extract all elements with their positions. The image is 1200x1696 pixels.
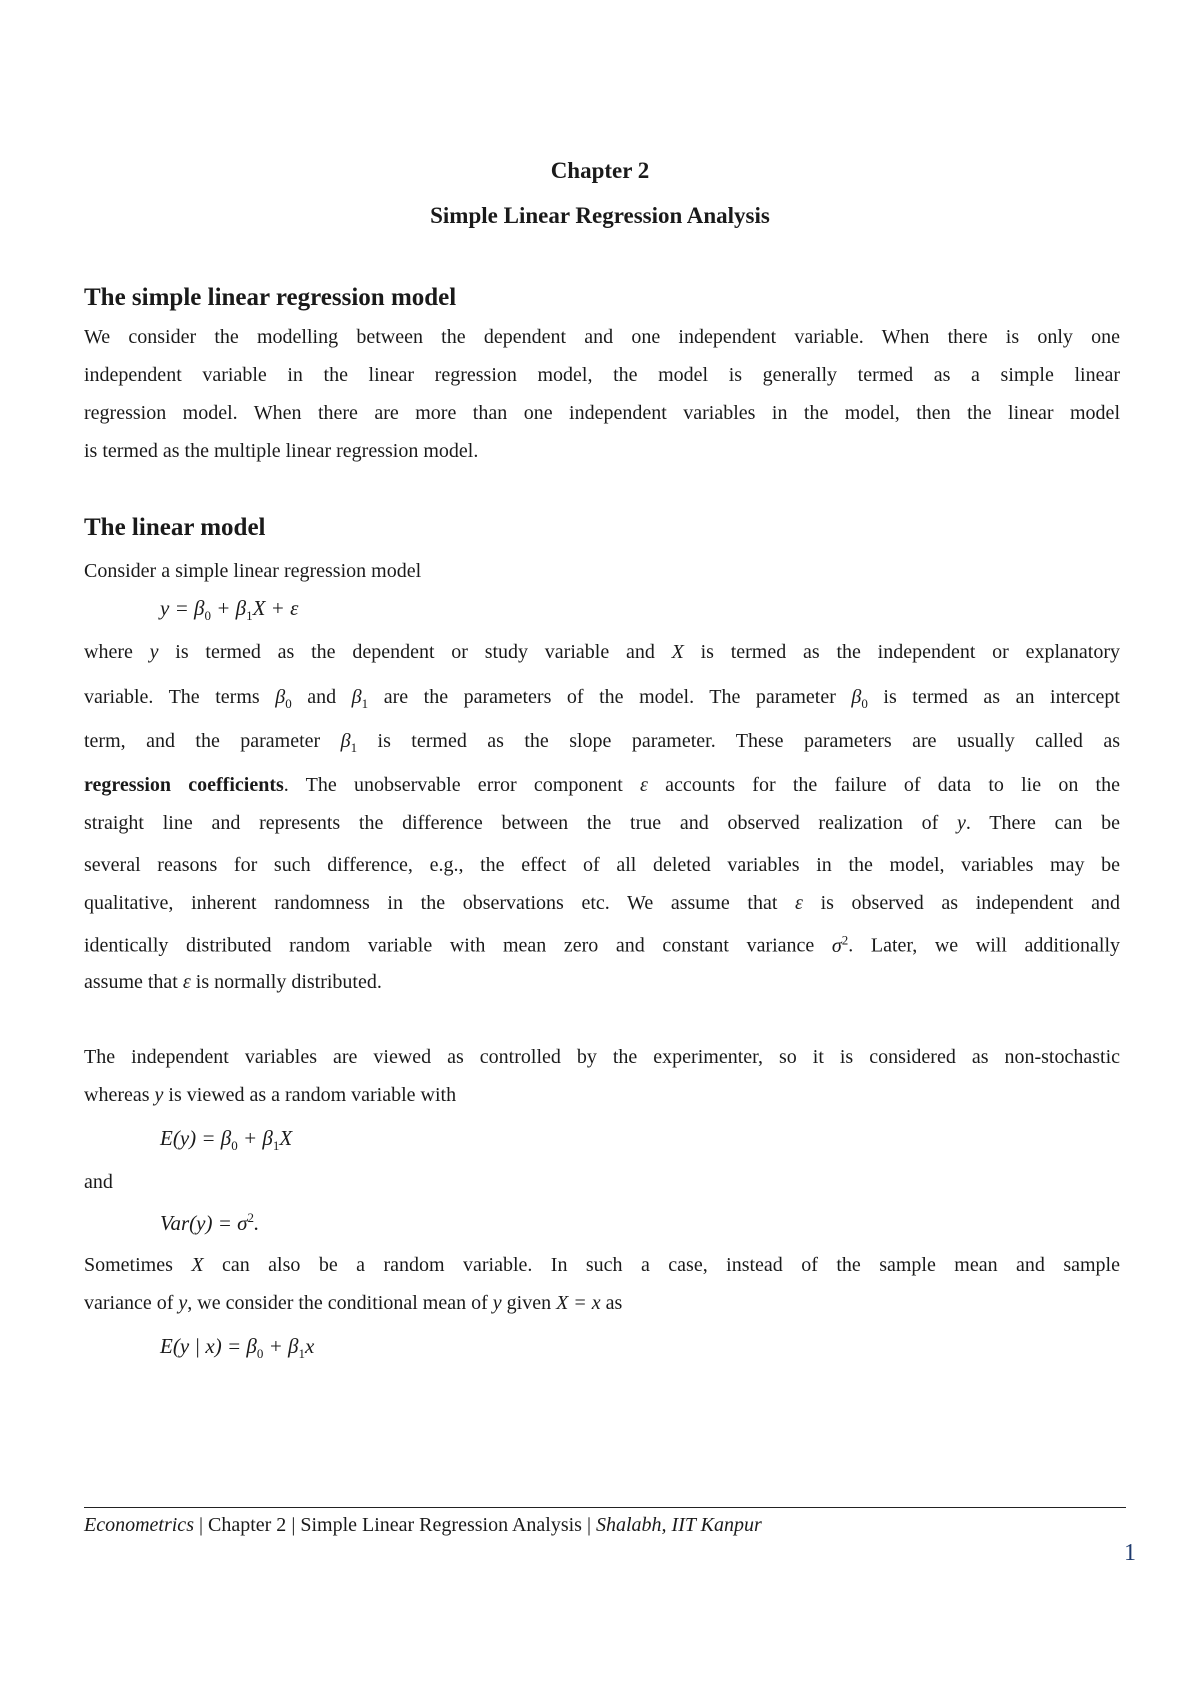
equation-expectation: $E(y) = \beta_0 + \beta_1X$ <box>160 1126 293 1154</box>
paragraph-line: term, and the parameter $\beta_1$ is termed as the slope parameter. These parameters are usually called as <box>84 730 1120 755</box>
paragraph-line: Consider a simple linear regression model <box>84 560 422 582</box>
paragraph-line: variable. The terms $\beta_0$ and $\beta_1$ are the parameters of the model. The parameter $\beta_0$ is termed as an intercept <box>84 686 1120 711</box>
paragraph-line: and <box>84 1171 113 1193</box>
page-number: 1 <box>1124 1540 1136 1566</box>
paragraph-line: several reasons for such difference, e.g., the effect of all deleted variables in the model, variables may be <box>84 854 1120 876</box>
chapter-title: Simple Linear Regression Analysis <box>430 203 770 228</box>
paragraph-line: whereas y is viewed as a random variable with <box>84 1084 457 1106</box>
footer-book: Econometrics <box>84 1514 194 1536</box>
footer-title: Simple Linear Regression Analysis <box>300 1514 582 1536</box>
paragraph-line: qualitative, inherent randomness in the observations etc. We assume that ε is observed as independent and <box>84 892 1120 914</box>
footer-author: Shalabh, IIT Kanpur <box>595 1514 762 1536</box>
paragraph-line: We consider the modelling between the dependent and one independent variable. When there is only one <box>84 326 1120 348</box>
paragraph-line: straight line and represents the difference between the true and observed realization of y. There can be <box>84 812 1120 834</box>
term-regression-coefficients: regression coefficients <box>84 774 284 796</box>
paragraph-line: regression model. When there are more than one independent variables in the model, then the linear model <box>84 402 1120 424</box>
paragraph-line: identically distributed random variable with mean zero and constant variance $\sigma^2$. Later, we will additionally <box>84 932 1121 957</box>
footer-chapter: Chapter 2 <box>208 1514 287 1536</box>
paragraph-line: independent variable in the linear regression model, the model is generally termed as a simple linear <box>84 364 1120 386</box>
paragraph-line: is termed as the multiple linear regression model. <box>84 440 479 462</box>
section-heading-simple-model: The simple linear regression model <box>84 284 457 311</box>
chapter-number: Chapter 2 <box>550 158 650 183</box>
paragraph-line: Sometimes X can also be a random variable. In such a case, instead of the sample mean and sample <box>84 1254 1120 1276</box>
equation-variance: $Var(y) = \sigma^2$. <box>160 1210 260 1235</box>
equation-conditional-mean: E(y | $x) = \beta_0 + \beta_1x$ <box>160 1334 315 1362</box>
paragraph-line: variance of y, we consider the conditional mean of y given X = x as <box>84 1292 623 1314</box>
paragraph-line: where y is termed as the dependent or study variable and X is termed as the independent or explanatory <box>84 641 1120 663</box>
section-heading-linear-model: The linear model <box>84 514 266 541</box>
footer: Econometrics | Chapter 2 | Simple Linear Regression Analysis | Shalabh, IIT Kanpur <box>84 1514 762 1536</box>
footer-rule <box>84 1507 1126 1508</box>
equation-model: $y = \beta_0 + \beta_1X + \varepsilon$ <box>160 596 299 624</box>
paragraph-line: The independent variables are viewed as controlled by the experimenter, so it is considered as non-stochastic <box>84 1046 1120 1068</box>
paragraph-line: regression coefficients. The unobservable error component ε accounts for the failure of data to lie on the <box>84 774 1120 796</box>
paragraph-line: assume that ε is normally distributed. <box>84 971 382 993</box>
